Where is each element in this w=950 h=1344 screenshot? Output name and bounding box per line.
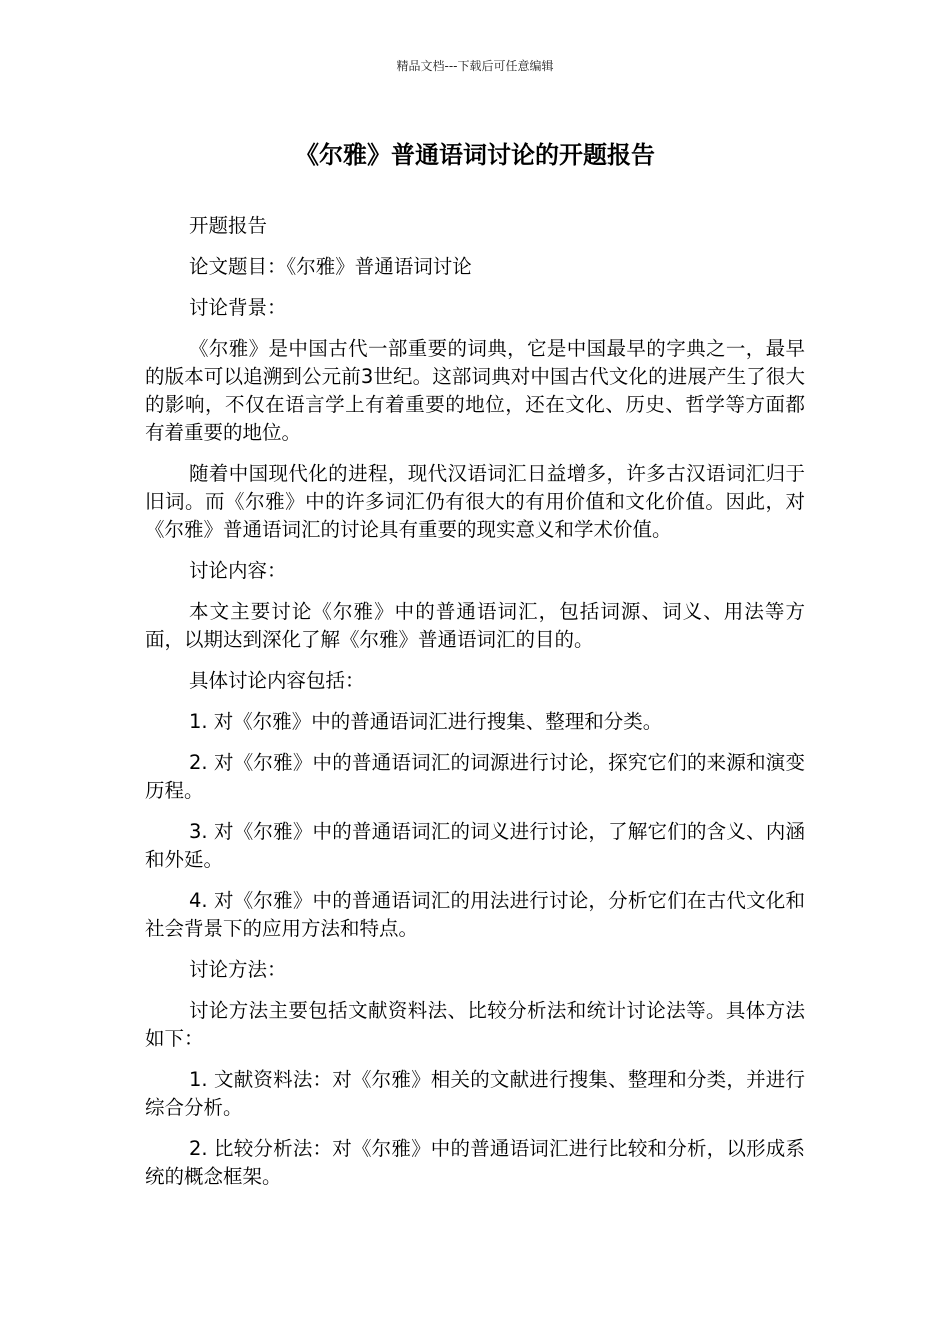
paragraph: 《尔雅》是中国古代一部重要的词典，它是中国最早的字典之一，最早的版本可以追溯到公元前3世纪。这部词典对中国古代文化的进展产生了很大的影响，不仅在语言学上有着重要的地位，还在文化、历史、哲学等方面都有着重要的地位。 <box>145 337 805 444</box>
paragraph: 讨论方法： <box>189 958 287 981</box>
paragraph: 4. 对《尔雅》中的普通语词汇的用法进行讨论，分析它们在古代文化和社会背景下的应用方法和特点。 <box>145 889 805 940</box>
paragraph: 随着中国现代化的进程，现代汉语词汇日益增多，许多古汉语词汇归于旧词。而《尔雅》中的许多词汇仍有很大的有用价值和文化价值。因此，对《尔雅》普通语词汇的讨论具有重要的现实意义和学术价值。 <box>145 462 805 541</box>
document-title: 《尔雅》普通语词讨论的开题报告 <box>295 141 655 169</box>
paragraph: 具体讨论内容包括： <box>189 669 365 692</box>
paragraph: 讨论内容： <box>189 559 287 582</box>
paragraph: 1. 对《尔雅》中的普通语词汇进行搜集、整理和分类。 <box>189 710 663 733</box>
document-body <box>145 212 805 1204</box>
paragraph: 讨论方法主要包括文献资料法、比较分析法和统计讨论法等。具体方法如下： <box>145 999 805 1050</box>
paragraph: 1. 文献资料法：对《尔雅》相关的文献进行搜集、整理和分类，并进行综合分析。 <box>145 1068 805 1119</box>
paragraph: 讨论背景： <box>189 296 287 319</box>
paragraph: 论文题目：《尔雅》普通语词讨论 <box>189 255 472 278</box>
paragraph: 开题报告 <box>189 214 268 237</box>
paragraph: 本文主要讨论《尔雅》中的普通语词汇，包括词源、词义、用法等方面，以期达到深化了解《尔雅》普通语词汇的目的。 <box>145 600 805 651</box>
paragraph: 3. 对《尔雅》中的普通语词汇的词义进行讨论，了解它们的含义、内涵和外延。 <box>145 820 805 871</box>
paragraph: 2. 对《尔雅》中的普通语词汇的词源进行讨论，探究它们的来源和演变历程。 <box>145 751 805 802</box>
paragraph: 2. 比较分析法：对《尔雅》中的普通语词汇进行比较和分析，以形成系统的概念框架。 <box>145 1137 805 1188</box>
page-header: 精品文档---下载后可任意编辑 <box>396 59 554 73</box>
